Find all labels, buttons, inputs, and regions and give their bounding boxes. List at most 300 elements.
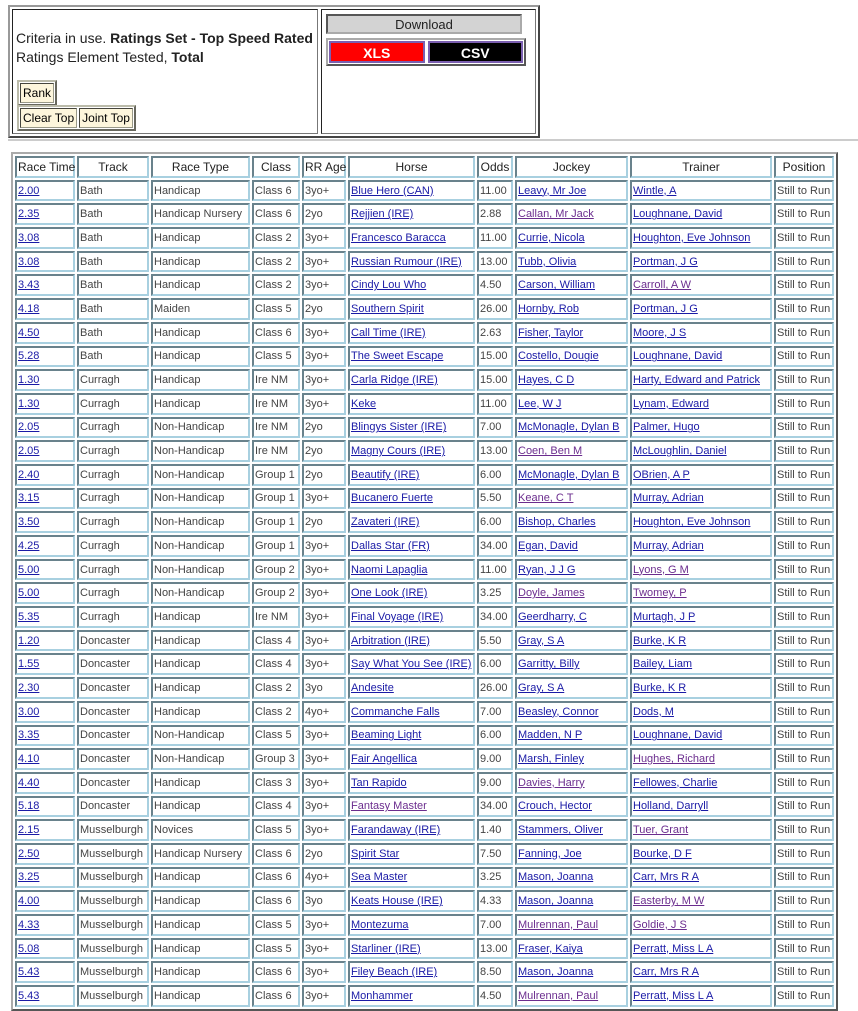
jockey-link[interactable]: Davies, Harry	[518, 776, 585, 789]
cell-race-type: Handicap	[151, 653, 250, 675]
race-time-link[interactable]: 2.05	[18, 421, 40, 434]
race-time-link[interactable]: 1.30	[18, 397, 40, 410]
cell-race-type: Handicap	[151, 985, 250, 1007]
horse-link[interactable]: Blue Hero (CAN)	[351, 184, 434, 197]
trainer-link[interactable]: Holland, Darryll	[633, 800, 709, 813]
horse-link[interactable]: Fantasy Master	[351, 800, 427, 813]
horse-link[interactable]: Russian Rumour (IRE)	[351, 255, 462, 268]
cell-class: Class 2	[252, 227, 300, 249]
cell-track: Bath	[77, 346, 149, 368]
trainer-link[interactable]: Portman, J G	[633, 302, 698, 315]
trainer-link[interactable]: Bailey, Liam	[633, 658, 693, 671]
cell-odds: 2.88	[477, 203, 513, 225]
cell-rr-age: 3yo+	[302, 274, 346, 296]
cell-track: Musselburgh	[77, 985, 149, 1007]
cell-race-time	[15, 867, 75, 889]
cell-class: Class 6	[252, 203, 300, 225]
race-time-link[interactable]: 2.30	[18, 681, 40, 694]
cell-race-type: Handicap	[151, 914, 250, 936]
clear-top-button[interactable]: Clear Top	[20, 108, 77, 128]
cell-jockey	[515, 559, 628, 581]
trainer-link[interactable]: Dods, M	[633, 705, 674, 718]
cell-jockey	[515, 274, 628, 296]
jockey-link[interactable]: Gray, S A	[518, 681, 565, 694]
cell-horse	[348, 417, 475, 439]
cell-rr-age: 2yo	[302, 417, 346, 439]
jockey-link[interactable]: Fraser, Kaiya	[518, 942, 583, 955]
trainer-link[interactable]: Goldie, J S	[633, 918, 687, 931]
table-row	[15, 914, 834, 936]
cell-track: Curragh	[77, 393, 149, 415]
cell-odds: 26.00	[477, 677, 513, 699]
criteria-prefix: Criteria in use.	[16, 30, 107, 46]
cell-class: Class 6	[252, 961, 300, 983]
race-time-link[interactable]: 2.00	[18, 184, 40, 197]
cell-class: Group 3	[252, 748, 300, 770]
cell-position: Still to Run	[774, 938, 834, 960]
cell-odds: 3.25	[477, 582, 513, 604]
trainer-link[interactable]: Loughnane, David	[633, 208, 723, 221]
race-time-link[interactable]: 3.08	[18, 255, 40, 268]
jockey-link[interactable]: Coen, Ben M	[518, 445, 583, 458]
cell-jockey	[515, 677, 628, 699]
trainer-link[interactable]: Murtagh, J P	[633, 610, 696, 623]
table-row	[15, 464, 834, 486]
cell-rr-age: 3yo+	[302, 796, 346, 818]
race-time-link[interactable]: 4.40	[18, 776, 40, 789]
jockey-link[interactable]: Garritty, Billy	[518, 658, 580, 671]
race-time-link[interactable]: 4.33	[18, 918, 40, 931]
cell-race-time	[15, 725, 75, 747]
criteria-cell	[12, 9, 318, 134]
cell-race-type: Handicap	[151, 772, 250, 794]
cell-race-type: Handicap	[151, 369, 250, 391]
header-race-type: Race Type	[151, 156, 250, 178]
trainer-link[interactable]: Perratt, Miss L A	[633, 989, 714, 1002]
jockey-link[interactable]: Hayes, C D	[518, 374, 575, 387]
horse-link[interactable]: Carla Ridge (IRE)	[351, 374, 438, 387]
cell-race-time	[15, 606, 75, 628]
horse-link[interactable]: Farandaway (IRE)	[351, 824, 441, 837]
trainer-link[interactable]: Carr, Mrs R A	[633, 871, 700, 884]
cell-horse	[348, 725, 475, 747]
jockey-link[interactable]: Mason, Joanna	[518, 895, 594, 908]
cell-track: Musselburgh	[77, 914, 149, 936]
cell-rr-age: 3yo+	[302, 653, 346, 675]
race-time-link[interactable]: 4.18	[18, 302, 40, 315]
cell-horse	[348, 796, 475, 818]
cell-horse	[348, 559, 475, 581]
cell-position: Still to Run	[774, 653, 834, 675]
horse-link[interactable]: Dallas Star (FR)	[351, 539, 430, 552]
trainer-link[interactable]: Portman, J G	[633, 255, 698, 268]
cell-position: Still to Run	[774, 748, 834, 770]
race-time-link[interactable]: 5.35	[18, 610, 40, 623]
cell-class: Group 2	[252, 559, 300, 581]
table-row	[15, 630, 834, 652]
cell-race-time	[15, 511, 75, 533]
cell-odds: 8.50	[477, 961, 513, 983]
cell-position: Still to Run	[774, 393, 834, 415]
horse-link[interactable]: Say What You See (IRE)	[351, 658, 472, 671]
horse-link[interactable]: Rejjien (IRE)	[351, 208, 414, 221]
rank-button[interactable]: Rank	[20, 83, 54, 103]
horse-link[interactable]: Bucanero Fuerte	[351, 492, 433, 505]
cell-class: Class 2	[252, 251, 300, 273]
jockey-link[interactable]: Marsh, Finley	[518, 753, 585, 766]
jockey-link[interactable]: Doyle, James	[518, 587, 585, 600]
cell-class: Class 2	[252, 274, 300, 296]
jockey-link[interactable]: Lee, W J	[518, 397, 562, 410]
horse-link[interactable]: Keats House (IRE)	[351, 895, 443, 908]
cell-race-type: Handicap	[151, 867, 250, 889]
jockey-link[interactable]: Carson, William	[518, 279, 596, 292]
jockey-link[interactable]: Keane, C T	[518, 492, 574, 505]
cell-track: Curragh	[77, 417, 149, 439]
race-time-link[interactable]: 5.18	[18, 800, 40, 813]
race-time-link[interactable]: 4.00	[18, 895, 40, 908]
trainer-link[interactable]: Loughnane, David	[633, 350, 723, 363]
cell-position: Still to Run	[774, 322, 834, 344]
xls-download-button[interactable]: XLS	[329, 41, 425, 63]
cell-rr-age: 3yo+	[302, 227, 346, 249]
race-time-link[interactable]: 1.55	[18, 658, 40, 671]
trainer-link[interactable]: OBrien, A P	[633, 468, 690, 481]
csv-download-button[interactable]: CSV	[428, 41, 524, 63]
cell-trainer	[630, 701, 772, 723]
race-time-link[interactable]: 2.40	[18, 468, 40, 481]
horse-link[interactable]: Starliner (IRE)	[351, 942, 421, 955]
race-time-link[interactable]: 5.43	[18, 989, 40, 1002]
jockey-link[interactable]: Ryan, J J G	[518, 563, 576, 576]
cell-odds: 4.33	[477, 890, 513, 912]
cell-class: Class 6	[252, 890, 300, 912]
horse-link[interactable]: Monhammer	[351, 989, 413, 1002]
jockey-link[interactable]: McMonagle, Dylan B	[518, 421, 620, 434]
trainer-link[interactable]: Carroll, A W	[633, 279, 692, 292]
race-time-link[interactable]: 3.50	[18, 516, 40, 529]
cell-jockey	[515, 346, 628, 368]
trainer-link[interactable]: Fellowes, Charlie	[633, 776, 718, 789]
cell-race-time	[15, 203, 75, 225]
race-time-link[interactable]: 5.00	[18, 587, 40, 600]
table-row	[15, 274, 834, 296]
cell-race-time	[15, 961, 75, 983]
cell-track: Curragh	[77, 369, 149, 391]
cell-race-type: Non-Handicap	[151, 559, 250, 581]
race-time-link[interactable]: 3.00	[18, 705, 40, 718]
race-time-link[interactable]: 3.08	[18, 231, 40, 244]
cell-track: Curragh	[77, 582, 149, 604]
race-time-link[interactable]: 3.43	[18, 279, 40, 292]
table-row	[15, 677, 834, 699]
jockey-link[interactable]: Beasley, Connor	[518, 705, 599, 718]
jockey-link[interactable]: Fanning, Joe	[518, 847, 582, 860]
cell-odds: 7.50	[477, 843, 513, 865]
horse-link[interactable]: Sea Master	[351, 871, 408, 884]
jockey-link[interactable]: Crouch, Hector	[518, 800, 592, 813]
trainer-link[interactable]: Lynam, Edward	[633, 397, 710, 410]
cell-odds: 26.00	[477, 298, 513, 320]
download-title: Download	[326, 14, 522, 34]
horse-link[interactable]: One Look (IRE)	[351, 587, 428, 600]
cell-horse	[348, 677, 475, 699]
table-row	[15, 393, 834, 415]
trainer-link[interactable]: Easterby, M W	[633, 895, 705, 908]
horse-link[interactable]: Southern Spirit	[351, 302, 424, 315]
cell-position: Still to Run	[774, 251, 834, 273]
cell-rr-age: 3yo+	[302, 322, 346, 344]
cell-odds: 34.00	[477, 535, 513, 557]
race-time-link[interactable]: 4.50	[18, 326, 40, 339]
trainer-link[interactable]: Houghton, Eve Johnson	[633, 231, 751, 244]
horse-link[interactable]: Andesite	[351, 681, 394, 694]
cell-odds: 11.00	[477, 559, 513, 581]
cell-track: Doncaster	[77, 725, 149, 747]
horse-link[interactable]: Tan Rapido	[351, 776, 407, 789]
cell-position: Still to Run	[774, 725, 834, 747]
jockey-link[interactable]: Bishop, Charles	[518, 516, 596, 529]
trainer-link[interactable]: McLoughlin, Daniel	[633, 445, 727, 458]
jockey-link[interactable]: Madden, N P	[518, 729, 583, 742]
trainer-link[interactable]: Perratt, Miss L A	[633, 942, 714, 955]
cell-odds: 2.63	[477, 322, 513, 344]
cell-odds: 6.00	[477, 725, 513, 747]
horse-link[interactable]: Cindy Lou Who	[351, 279, 427, 292]
cell-track: Bath	[77, 227, 149, 249]
trainer-link[interactable]: Bourke, D F	[633, 847, 692, 860]
header-class: Class	[252, 156, 300, 178]
trainer-link[interactable]: Twomey, P	[633, 587, 687, 600]
table-row	[15, 369, 834, 391]
cell-rr-age: 3yo+	[302, 582, 346, 604]
trainer-link[interactable]: Moore, J S	[633, 326, 687, 339]
cell-position: Still to Run	[774, 488, 834, 510]
trainer-link[interactable]: Carr, Mrs R A	[633, 966, 700, 979]
cell-class: Class 6	[252, 180, 300, 202]
cell-position: Still to Run	[774, 535, 834, 557]
cell-rr-age: 3yo+	[302, 772, 346, 794]
jockey-link[interactable]: Mulrennan, Paul	[518, 989, 599, 1002]
cell-horse	[348, 772, 475, 794]
race-time-link[interactable]: 5.28	[18, 350, 40, 363]
cell-position: Still to Run	[774, 511, 834, 533]
cell-position: Still to Run	[774, 180, 834, 202]
jockey-link[interactable]: Gray, S A	[518, 634, 565, 647]
cell-rr-age: 3yo+	[302, 725, 346, 747]
race-time-link[interactable]: 4.25	[18, 539, 40, 552]
trainer-link[interactable]: Wintle, A	[633, 184, 677, 197]
cell-track: Curragh	[77, 606, 149, 628]
cell-race-time	[15, 488, 75, 510]
horse-link[interactable]: Arbitration (IRE)	[351, 634, 430, 647]
cell-track: Bath	[77, 251, 149, 273]
cell-trainer	[630, 322, 772, 344]
jockey-link[interactable]: Callan, Mr Jack	[518, 208, 594, 221]
cell-horse	[348, 251, 475, 273]
cell-race-time	[15, 630, 75, 652]
horse-link[interactable]: Zavateri (IRE)	[351, 516, 420, 529]
trainer-link[interactable]: Burke, K R	[633, 681, 687, 694]
race-time-link[interactable]: 3.25	[18, 871, 40, 884]
criteria-panel	[8, 5, 540, 138]
cell-track: Bath	[77, 203, 149, 225]
trainer-link[interactable]: Harty, Edward and Patrick	[633, 374, 760, 387]
cell-race-type: Non-Handicap	[151, 725, 250, 747]
race-time-link[interactable]: 5.00	[18, 563, 40, 576]
cell-trainer	[630, 488, 772, 510]
cell-position: Still to Run	[774, 843, 834, 865]
jockey-link[interactable]: Mason, Joanna	[518, 966, 594, 979]
horse-link[interactable]: Beaming Light	[351, 729, 422, 742]
trainer-link[interactable]: Houghton, Eve Johnson	[633, 516, 751, 529]
horse-link[interactable]: The Sweet Escape	[351, 350, 444, 363]
jockey-link[interactable]: Stammers, Oliver	[518, 824, 603, 837]
table-row	[15, 985, 834, 1007]
race-time-link[interactable]: 5.08	[18, 942, 40, 955]
race-time-link[interactable]: 3.35	[18, 729, 40, 742]
horse-link[interactable]: Call Time (IRE)	[351, 326, 426, 339]
joint-top-button[interactable]: Joint Top	[79, 108, 133, 128]
cell-race-type: Handicap	[151, 701, 250, 723]
cell-race-type: Maiden	[151, 298, 250, 320]
race-time-link[interactable]: 5.43	[18, 966, 40, 979]
cell-position: Still to Run	[774, 677, 834, 699]
cell-rr-age: 3yo+	[302, 748, 346, 770]
race-time-link[interactable]: 2.05	[18, 445, 40, 458]
cell-jockey	[515, 914, 628, 936]
cell-jockey	[515, 180, 628, 202]
race-time-link[interactable]: 2.15	[18, 824, 40, 837]
cell-odds: 7.00	[477, 701, 513, 723]
horse-link[interactable]: Beautify (IRE)	[351, 468, 420, 481]
horse-link[interactable]: Blingys Sister (IRE)	[351, 421, 447, 434]
cell-jockey	[515, 843, 628, 865]
cell-rr-age: 3yo+	[302, 961, 346, 983]
divider	[8, 139, 858, 141]
trainer-link[interactable]: Hughes, Richard	[633, 753, 715, 766]
cell-rr-age: 2yo	[302, 440, 346, 462]
cell-race-time	[15, 251, 75, 273]
cell-rr-age: 2yo	[302, 464, 346, 486]
table-row	[15, 488, 834, 510]
horse-link[interactable]: Filey Beach (IRE)	[351, 966, 438, 979]
cell-rr-age: 3yo+	[302, 559, 346, 581]
trainer-link[interactable]: Lyons, G M	[633, 563, 689, 576]
jockey-link[interactable]: Egan, David	[518, 539, 578, 552]
cell-race-time	[15, 180, 75, 202]
trainer-link[interactable]: Burke, K R	[633, 634, 687, 647]
header-race-time: Race Time	[15, 156, 75, 178]
trainer-link[interactable]: Tuer, Grant	[633, 824, 689, 837]
cell-rr-age: 3yo	[302, 890, 346, 912]
trainer-link[interactable]: Murray, Adrian	[633, 492, 704, 505]
cell-position: Still to Run	[774, 890, 834, 912]
horse-link[interactable]: Final Voyage (IRE)	[351, 610, 444, 623]
cell-race-time	[15, 440, 75, 462]
cell-track: Doncaster	[77, 630, 149, 652]
jockey-link[interactable]: Fisher, Taylor	[518, 326, 584, 339]
cell-odds: 6.00	[477, 464, 513, 486]
jockey-link[interactable]: Mason, Joanna	[518, 871, 594, 884]
race-time-link[interactable]: 2.50	[18, 847, 40, 860]
cell-race-type: Handicap	[151, 677, 250, 699]
jockey-link[interactable]: Currie, Nicola	[518, 231, 585, 244]
jockey-link[interactable]: Geerdharry, C	[518, 610, 587, 623]
trainer-link[interactable]: Loughnane, David	[633, 729, 723, 742]
cell-rr-age: 4yo+	[302, 867, 346, 889]
cell-jockey	[515, 417, 628, 439]
cell-track: Doncaster	[77, 653, 149, 675]
cell-odds: 6.00	[477, 511, 513, 533]
trainer-link[interactable]: Palmer, Hugo	[633, 421, 700, 434]
jockey-link[interactable]: Costello, Dougie	[518, 350, 599, 363]
cell-odds: 4.50	[477, 985, 513, 1007]
horse-link[interactable]: Montezuma	[351, 918, 409, 931]
horse-link[interactable]: Magny Cours (IRE)	[351, 445, 446, 458]
cell-race-type: Non-Handicap	[151, 582, 250, 604]
jockey-link[interactable]: Leavy, Mr Joe	[518, 184, 587, 197]
cell-jockey	[515, 227, 628, 249]
race-time-link[interactable]: 2.35	[18, 208, 40, 221]
jockey-link[interactable]: Hornby, Rob	[518, 302, 579, 315]
race-time-link[interactable]: 1.30	[18, 374, 40, 387]
cell-horse	[348, 701, 475, 723]
cell-class: Ire NM	[252, 606, 300, 628]
cell-class: Class 2	[252, 677, 300, 699]
rank-group	[17, 80, 57, 106]
cell-race-type: Non-Handicap	[151, 535, 250, 557]
horse-link[interactable]: Spirit Star	[351, 847, 400, 860]
jockey-link[interactable]: Mulrennan, Paul	[518, 918, 599, 931]
header-jockey: Jockey	[515, 156, 628, 178]
race-time-link[interactable]: 3.15	[18, 492, 40, 505]
race-time-link[interactable]: 4.10	[18, 753, 40, 766]
cell-class: Group 1	[252, 488, 300, 510]
horse-link[interactable]: Naomi Lapaglia	[351, 563, 428, 576]
table-row	[15, 203, 834, 225]
table-header-row	[15, 156, 834, 178]
trainer-link[interactable]: Murray, Adrian	[633, 539, 704, 552]
header-trainer: Trainer	[630, 156, 772, 178]
cell-class: Class 6	[252, 843, 300, 865]
cell-position: Still to Run	[774, 227, 834, 249]
horse-link[interactable]: Commanche Falls	[351, 705, 440, 718]
cell-odds: 9.00	[477, 748, 513, 770]
table-row	[15, 819, 834, 841]
cell-race-type: Handicap Nursery	[151, 843, 250, 865]
cell-race-time	[15, 843, 75, 865]
table-row	[15, 298, 834, 320]
cell-race-time	[15, 582, 75, 604]
cell-horse	[348, 393, 475, 415]
header-odds: Odds	[477, 156, 513, 178]
race-time-link[interactable]: 1.20	[18, 634, 40, 647]
cell-jockey	[515, 582, 628, 604]
cell-class: Class 6	[252, 322, 300, 344]
cell-trainer	[630, 440, 772, 462]
cell-trainer	[630, 677, 772, 699]
cell-jockey	[515, 322, 628, 344]
horse-link[interactable]: Fair Angellica	[351, 753, 418, 766]
horse-link[interactable]: Francesco Baracca	[351, 231, 446, 244]
horse-link[interactable]: Keke	[351, 397, 377, 410]
jockey-link[interactable]: McMonagle, Dylan B	[518, 468, 620, 481]
cell-track: Doncaster	[77, 796, 149, 818]
jockey-link[interactable]: Tubb, Olivia	[518, 255, 577, 268]
cell-rr-age: 4yo+	[302, 701, 346, 723]
cell-class: Class 5	[252, 914, 300, 936]
